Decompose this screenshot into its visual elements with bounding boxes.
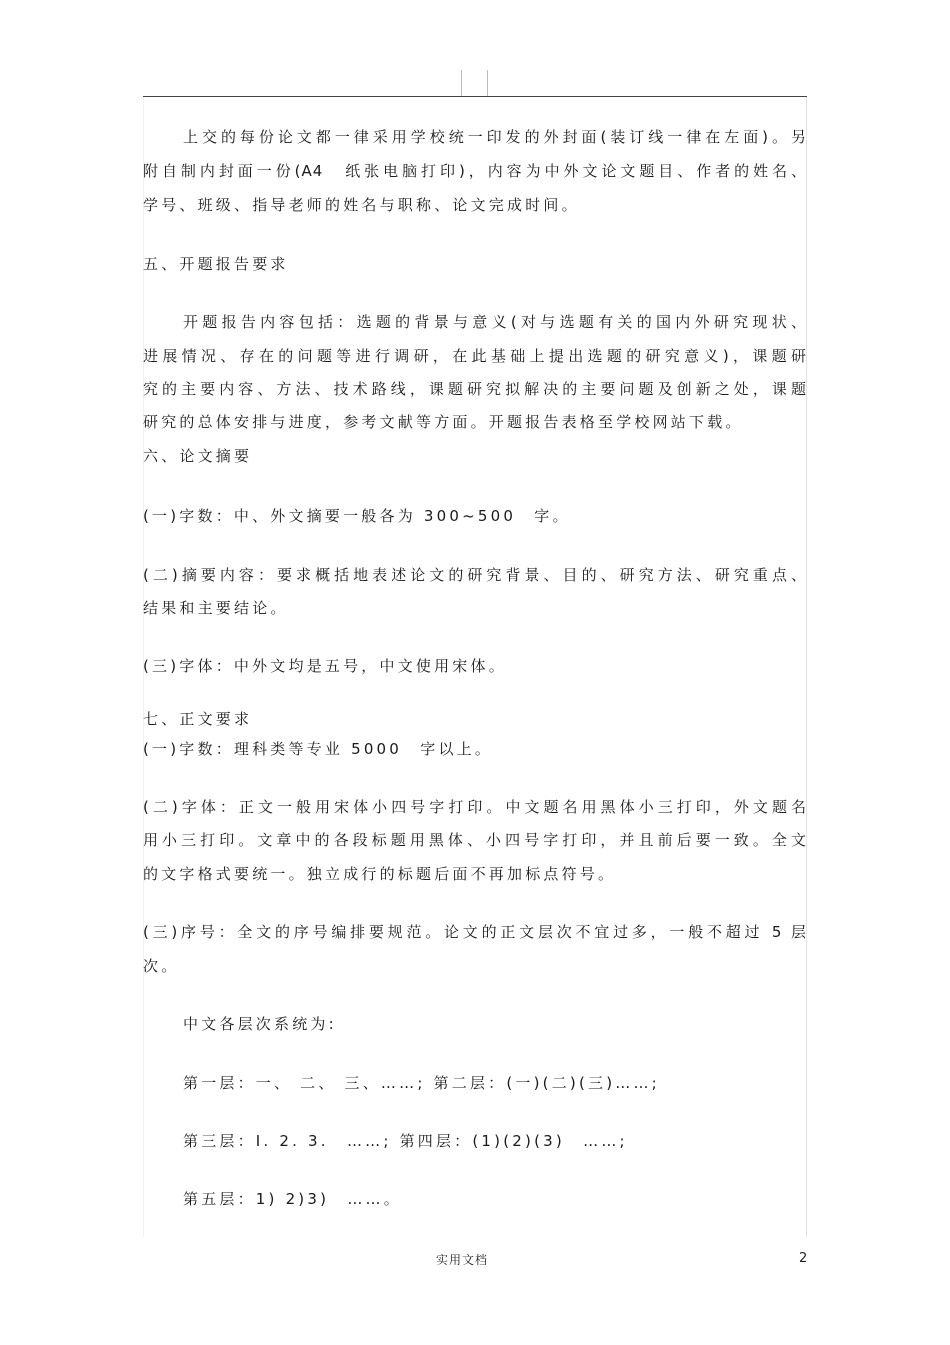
- body-line: 学号、班级、指导老师的姓名与职称、论文完成时间。: [143, 196, 580, 214]
- section-heading: 五、开题报告要求: [143, 255, 289, 273]
- body-line: 第五层：1) 2)3) ……。: [183, 1190, 402, 1208]
- body-line: (三)字体：中外文均是五号，中文使用宋体。: [143, 657, 507, 675]
- body-line: (二)摘要内容：要求概括地表述论文的研究背景、目的、研究方法、研究重点、: [143, 566, 807, 584]
- body-line: (三)序号：全文的序号编排要规范。论文的正文层次不宜过多，一般不超过 5 层: [143, 923, 807, 941]
- header-mark-left: [461, 70, 462, 96]
- body-line: 第一层：一、 二、 三、……; 第二层：(一)(二)(三)……;: [183, 1074, 660, 1092]
- body-line: (一)字数：中、外文摘要一般各为 300~500 字。: [143, 507, 571, 525]
- body-line: 第三层：I. 2. 3. ……; 第四层：(1)(2)(3) ……;: [183, 1132, 628, 1150]
- body-line: 次。: [143, 957, 180, 975]
- body-line: 究的主要内容、方法、技术路线，课题研究拟解决的主要问题及创新之处，课题: [143, 380, 807, 398]
- footer-label: 实用文档: [436, 1253, 489, 1267]
- body-line: 进展情况、存在的问题等进行调研，在此基础上提出选题的研究意义)，课题研: [143, 347, 807, 365]
- section-heading: 六、论文摘要: [143, 447, 253, 465]
- body-line: 上交的每份论文都一律采用学校统一印发的外封面(装订线一律在左面)。另: [183, 128, 807, 146]
- body-line: 研究的总体安排与进度，参考文献等方面。开题报告表格至学校网站下载。: [143, 413, 744, 431]
- page-number: 2: [799, 1251, 808, 1266]
- body-line: (二)字体：正文一般用宋体小四号字打印。中文题名用黑体小三打印，外文题名: [143, 798, 807, 816]
- body-line: 附自制内封面一份(A4 纸张电脑打印)，内容为中外文论文题目、作者的姓名、: [143, 162, 807, 180]
- body-line: 中文各层次系统为:: [183, 1015, 337, 1033]
- section-heading: 七、正文要求: [143, 710, 253, 728]
- body-line: 的文字格式要统一。独立成行的标题后面不再加标点符号。: [143, 865, 617, 883]
- body-line: 结果和主要结论。: [143, 599, 289, 617]
- body-line: 开题报告内容包括：选题的背景与意义(对与选题有关的国内外研究现状、: [183, 313, 807, 331]
- header-mark-right: [487, 70, 488, 96]
- body-line: (一)字数：理科类等专业 5000 字以上。: [143, 740, 494, 758]
- body-line: 用小三打印。文章中的各段标题用黑体、小四号字打印，并且前后要一致。全文: [143, 831, 807, 849]
